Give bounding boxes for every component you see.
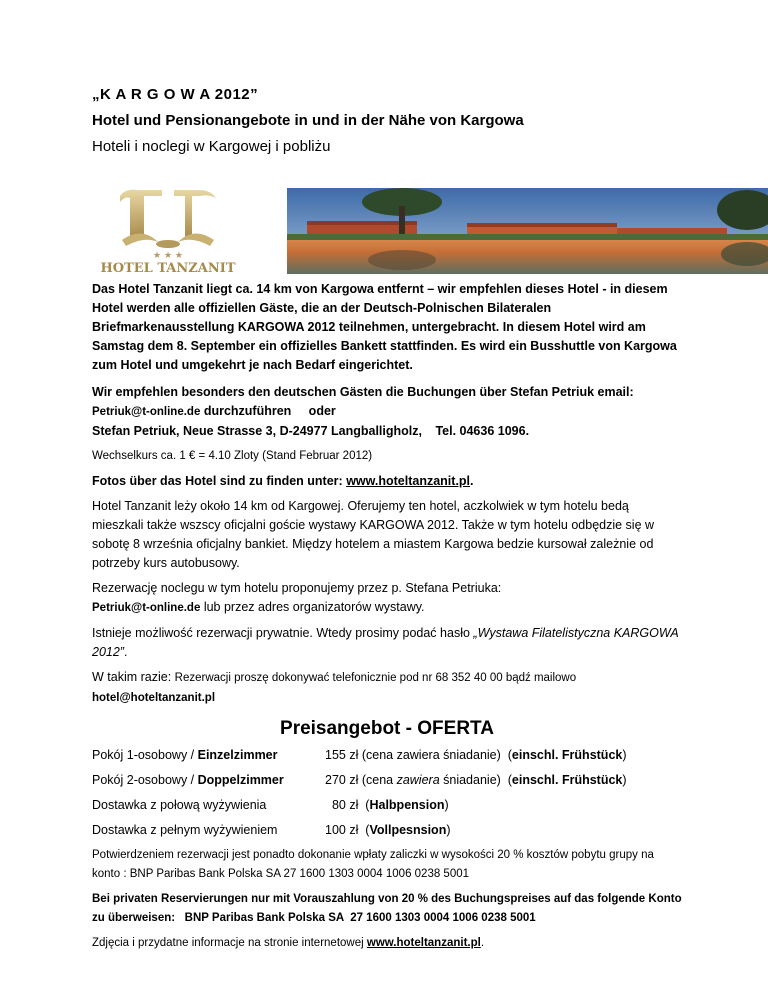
document-page	[92, 86, 685, 953]
image-strip	[92, 178, 682, 274]
room-type-pl: Dostawka z połową wyżywienia	[92, 798, 267, 812]
polish-booking-text: Rezerwację noclegu w tym hotelu proponujemy przez p. Stefana Petriuka:	[92, 581, 502, 595]
room-type-pl: Pokój 1-osobowy /	[92, 748, 198, 762]
german-telephone: Tel. 04636 1096.	[435, 424, 530, 438]
room-type-de: Einzelzimmer	[197, 748, 278, 762]
hotel-email[interactable]: hotel@hoteltanzanit.pl	[92, 692, 216, 704]
logo-text: HOTEL TANZANIT	[100, 261, 236, 274]
room-note-end: )	[446, 823, 451, 837]
room-note: Vollpesnsion	[369, 823, 447, 837]
subtitle-german: Hotel und Pensionangebote in und in der Nähe von Kargowa	[92, 112, 524, 129]
room-price: 270 zł (cena	[325, 773, 397, 787]
german-payment: Bei privaten Reservierungen nur mit Vorauszahlung von 20 % des Buchungspreises auf das folgende Konto zu überweisen: BNP Paribas Bank Polska SA 27 1600 1303 0004 1006 0238 5001	[92, 893, 685, 924]
room-type-de: Doppelzimmer	[197, 773, 284, 787]
offer-row	[92, 821, 682, 840]
photos-label: Fotos über das Hotel sind zu finden unter:	[92, 474, 343, 488]
polish-reservation-label: W takim razie:	[92, 670, 172, 684]
polish-reservation	[92, 668, 682, 708]
room-price: 155 zł (cena zawiera śniadanie) (	[325, 748, 512, 762]
subtitle-polish: Hoteli i noclegi w Kargowej i pobliżu	[92, 138, 331, 155]
polish-info-text: Zdjęcia i przydatne informacje na stronie internetowej	[92, 937, 364, 949]
offer-row	[92, 746, 682, 765]
room-note-end: )	[622, 773, 627, 787]
hotel-website-link[interactable]: www.hoteltanzanit.pl	[346, 474, 471, 488]
exchange-rate: Wechselkurs ca. 1 € = 4.10 Zloty (Stand Februar 2012)	[92, 450, 373, 462]
room-price-rest: śniadanie) (	[439, 773, 512, 787]
offer-title: Preisangebot - OFERTA	[280, 718, 494, 739]
offer-row	[92, 771, 682, 790]
polish-private: Istnieje możliwość rezerwacji prywatnie. Wtedy prosimy podać hasło „Wystawa Filatelistyczna KARGOWA 2012”.	[92, 626, 679, 659]
room-note-end: )	[444, 798, 449, 812]
room-price: 100 zł (	[325, 823, 370, 837]
german-booking-text: Wir empfehlen besonders den deutschen Gästen die Buchungen über Stefan Petriuk email:	[92, 385, 634, 399]
polish-reservation-text: Rezerwacji proszę dokonywać telefonicznie pod nr 68 352 40 00 bądź mailowo	[174, 672, 577, 684]
polish-private-text: Istnieje możliwość rezerwacji prywatnie. Wtedy prosimy podać hasło	[92, 626, 470, 640]
room-type-pl: Dostawka z pełnym wyżywieniem	[92, 823, 278, 837]
german-intro: Das Hotel Tanzanit liegt ca. 14 km von Kargowa entfernt – wir empfehlen dieses Hotel - in diesem Hotel werden alle offiziellen Gäste, die an der Deutsch-Polnischen Bilateralen Briefmarkenausstellung KARGOWA 2012 teilnehmen, untergebracht. In diesem Hotel wird am Samstag dem 8. September ein offizielles Bankett stattfinden. Es wird ein Busshuttle von Kargowa zum Hotel und umgekehrt je nach Bedarf eingerichtet.	[92, 282, 677, 372]
contact-email[interactable]: Petriuk@t-online.de	[92, 406, 201, 418]
room-price-italic: zawiera	[396, 773, 440, 787]
german-booking-text-b: durchzuführen oder	[203, 404, 336, 418]
footer-website-link[interactable]: www.hoteltanzanit.pl	[366, 937, 481, 949]
hotel-photo	[287, 188, 768, 274]
german-address: Stefan Petriuk, Neue Strasse 3, D-24977 Langballigholz,	[92, 424, 422, 438]
room-price: 80 zł (	[325, 798, 370, 812]
room-note-end: )	[622, 748, 627, 762]
polish-booking	[92, 579, 682, 618]
german-booking	[92, 383, 682, 441]
hotel-logo	[92, 178, 244, 274]
polish-payment: Potwierdzeniem rezerwacji jest ponadto dokonanie wpłaty zaliczki w wysokości 20 % kosztów pobytu grupy na konto : BNP Paribas Bank Polska SA 27 1600 1303 0004 1006 0238 5001	[92, 849, 654, 880]
logo-stars: ★ ★ ★	[153, 251, 183, 261]
polish-contact-email[interactable]: Petriuk@t-online.de	[92, 602, 201, 614]
document-title: „K A R G O W A 2012”	[92, 86, 259, 103]
polish-intro: Hotel Tanzanit leży około 14 km od Kargowej. Oferujemy ten hotel, aczkolwiek w tym hotelu bedą mieszkali także wszscy oficjalni goście wystawy KARGOWA 2012. Także w tym hotelu odbędzie się w sobotę 8 września oficjalny bankiet. Między hotelem a miastem Kargowa bedzie kursował zależnie od potrzeby kurs autobusowy.	[92, 499, 655, 570]
room-note: einschl. Frühstück	[511, 773, 623, 787]
german-photos: Fotos über das Hotel sind zu finden unter: www.hoteltanzanit.pl.	[92, 474, 474, 488]
room-note: einschl. Frühstück	[511, 748, 623, 762]
room-note: Halbpension	[369, 798, 445, 812]
room-type-pl: Pokój 2-osobowy /	[92, 773, 198, 787]
offer-row	[92, 796, 682, 815]
polish-password-slogan: „Wystawa Filatelistyczna KARGOWA 2012”	[92, 626, 679, 659]
polish-info: Zdjęcia i przydatne informacje na stronie internetowej www.hoteltanzanit.pl.	[92, 937, 485, 949]
polish-booking-text-b: lub przez adres organizatorów wystawy.	[203, 600, 425, 614]
